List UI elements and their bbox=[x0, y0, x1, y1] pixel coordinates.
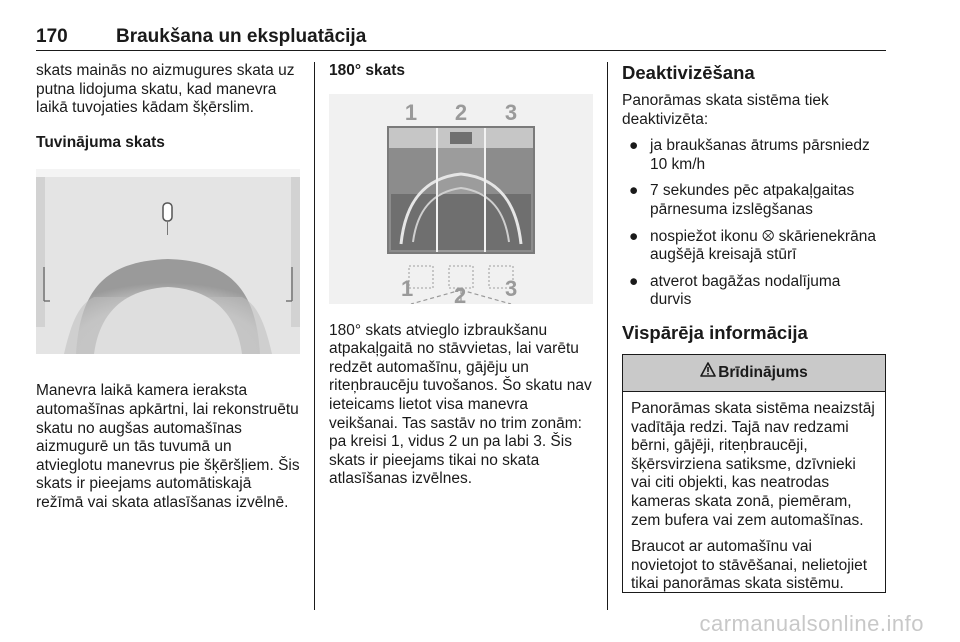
column-divider-left bbox=[314, 62, 315, 610]
watermark: carmanualsonline.info bbox=[699, 611, 924, 636]
warning-paragraph-1: Panorāmas skata sistēma neaizstāj vadītāja redzi. Tajā nav redzami bērni, gājēji, riteņbraucēji, šķērsvirziena satiksme, dzīvnieki vai citi objekti, kas neatrodas kameras skata zonā, piemēram, zem bufera vai zem automašīnas. bbox=[631, 399, 875, 529]
bullet-icon: ● bbox=[629, 272, 639, 290]
warning-header bbox=[623, 355, 885, 392]
zone-label-1-bottom: 1 bbox=[401, 275, 414, 301]
warning-paragraph-2: Braucot ar automašīnu vai novietojot to stāvēšanai, nelietojiet tikai panorāmas skata sistēmu. bbox=[631, 538, 868, 593]
warning-title: Brīdinājums bbox=[718, 364, 808, 382]
zone-label-3-bottom: 3 bbox=[505, 275, 518, 301]
warning-triangle-icon bbox=[700, 355, 716, 391]
180-view-figure bbox=[329, 94, 593, 304]
page-header bbox=[36, 22, 886, 51]
list-item: ● atverot bagāžas nodalījuma durvis bbox=[629, 272, 841, 309]
list-item: ● 7 sekundes pēc atpakaļgaitas pārnesuma izslēgšanas bbox=[629, 182, 855, 218]
chapter-title: Braukšana un ekspluatācija bbox=[116, 26, 367, 47]
180-view-description: 180° skats atvieglo izbraukšanu atpakaļgaitā no stāvvietas, lai varētu redzēt automašīnu, gājēju un riteņbraucēju tuvošanos. Šo skatu nav ieteicams lietot visa manevra veikšanai. Tas sastāv no trim zonām: pa kreisi 1, vidus 2 un pa labi 3. Šis skats ir pieejams tikai no skata atlasīšanas izvēlnes. bbox=[329, 321, 592, 488]
bullet-icon: ● bbox=[629, 227, 639, 245]
zone-label-1-top: 1 bbox=[404, 99, 418, 125]
deactivation-title: Deaktivizēšana bbox=[622, 62, 755, 83]
zone-label-2-bottom: 2 bbox=[454, 282, 467, 304]
bullet-icon: ● bbox=[629, 182, 639, 200]
general-info-title: Vispārēja informācija bbox=[622, 321, 808, 343]
top-view-car-image bbox=[36, 169, 300, 354]
column-divider-right bbox=[607, 62, 608, 610]
180-view-diagram bbox=[329, 94, 593, 304]
deactivation-intro: Panorāmas skata sistēma tiek deaktivizēta: bbox=[622, 92, 829, 128]
zone-label-2-top: 2 bbox=[454, 99, 468, 125]
warning-body bbox=[623, 392, 885, 600]
zone-label-3-top: 3 bbox=[504, 99, 518, 125]
page-number: 170 bbox=[36, 26, 68, 47]
list-item: ● nospiežot ikonu ⮾ skārienekrāna augšējā kreisajā stūrī bbox=[629, 227, 876, 264]
intro-paragraph: skats mainās no aizmugures skata uz putna lidojuma skatu, kad manevra laikā tuvojaties kādam šķērslim. bbox=[36, 62, 295, 117]
list-item: ● ja braukšanas ātrums pārsniedz 10 km/h bbox=[629, 137, 870, 173]
180-view-title: 180° skats bbox=[329, 62, 406, 79]
zoom-view-description: Manevra laikā kamera ieraksta automašīnas apkārtni, lai rekonstruētu skatu no augšas automašīnas aizmugurē un tās tuvumā un atvieglotu manevrus pie šķēršļiem. Šis skats ir pieejams automātiskajā režīmā vai skata atlasīšanas izvēlnē. bbox=[36, 382, 300, 511]
zoom-view-figure bbox=[36, 169, 300, 354]
zoom-view-title: Tuvinājuma skats bbox=[36, 133, 165, 151]
column-2 bbox=[329, 62, 597, 489]
deactivation-list bbox=[622, 137, 886, 310]
bullet-icon: ● bbox=[629, 137, 639, 155]
warning-box bbox=[622, 354, 886, 593]
column-3 bbox=[622, 62, 886, 593]
column-1 bbox=[36, 62, 300, 513]
